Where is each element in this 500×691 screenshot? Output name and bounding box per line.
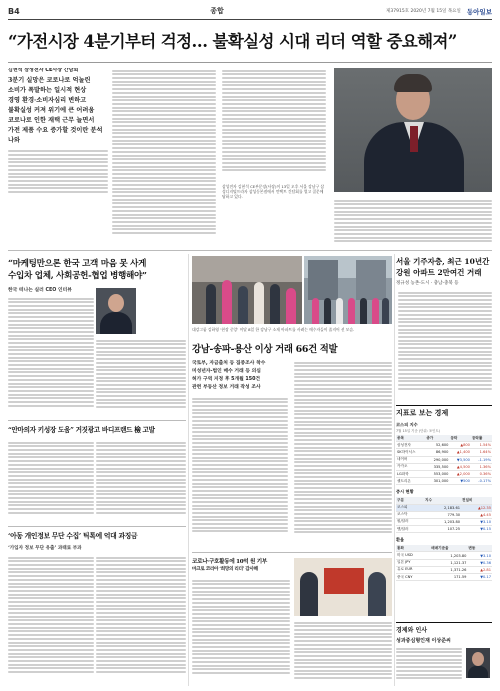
issue-meta: 제37915호 2020년 7월 15일 목요일 bbox=[386, 9, 461, 14]
table-cell: 네이버 bbox=[396, 456, 425, 463]
table-cell: 유로 EUR bbox=[396, 566, 430, 573]
ceo-photo bbox=[334, 68, 492, 192]
story5-subhead: 국토부, 자금출처 등 집중조사 착수 bbox=[192, 361, 266, 366]
table-cell: 중국 CNY bbox=[396, 574, 430, 581]
body-text-block bbox=[8, 150, 108, 193]
table-row bbox=[396, 449, 492, 456]
sidebar-title bbox=[396, 256, 492, 278]
col-header: 종가 bbox=[425, 435, 449, 442]
table-cell: 삼성전자 bbox=[396, 442, 425, 449]
story2-sub: 한국 떠나는 실러 CEO 인터뷰 bbox=[8, 288, 72, 293]
table-cell: 원/달러 bbox=[396, 518, 424, 525]
kospi-section-sub: 7월 15일 기준 (단위: 포인트) bbox=[396, 429, 441, 433]
table-row bbox=[396, 470, 492, 477]
table-row bbox=[396, 552, 492, 559]
story4-body-col-2 bbox=[96, 555, 186, 685]
story5-body-col-2 bbox=[294, 360, 392, 550]
index-table bbox=[396, 497, 492, 533]
col-header: 통화 bbox=[396, 545, 430, 552]
personnel-body bbox=[396, 646, 462, 686]
story3-body-col-2 bbox=[96, 440, 186, 520]
ceo-photo-caption: 삼성전자 김현석 CE부문장(사장)이 13일 오후 서울 강남구 삼성디지털프라자 삼성동본점에서 언택트 간담회를 열고 질문에 답하고 있다. bbox=[222, 184, 324, 199]
table-cell: ▲800 bbox=[449, 442, 471, 449]
sidebar-title-line: 서울 기주자층, 최근 10년간 bbox=[396, 257, 490, 266]
deck-line: 3분기 실망은 코로나로 억눌린 bbox=[8, 77, 91, 85]
story4-body-col-1 bbox=[8, 555, 94, 685]
table-row bbox=[396, 526, 492, 533]
table-row bbox=[396, 511, 492, 518]
interview-byline: 김현석 삼성전자 CE사장 간담회 bbox=[8, 68, 79, 73]
table-cell: 171.59 bbox=[430, 574, 467, 581]
deck-line: 가전 제품 수요 증가할 것이란 분석 나와 bbox=[8, 127, 103, 145]
section-label: 종합 bbox=[210, 7, 224, 15]
table-cell: 301,000 bbox=[425, 478, 449, 485]
story4-headline: ‘아동 개인정보 무단 수집’ 틱톡에 억대 과징금 bbox=[8, 532, 138, 540]
table-cell: 1.54% bbox=[471, 442, 492, 449]
table-cell: 카카오 bbox=[396, 463, 425, 470]
table-cell: ▲2.81 bbox=[467, 566, 492, 573]
story2-headline-line: “마케팅만으론 한국 고객 마음 못 사게 bbox=[8, 259, 147, 269]
table-cell: 553,000 bbox=[425, 470, 449, 477]
table-cell: 335,500 bbox=[425, 463, 449, 470]
table-cell: ▼0.17 bbox=[467, 574, 492, 581]
sidebar-sub: 정규성 농촌-도시 · 충남-충북 등 bbox=[396, 281, 459, 286]
table-cell: ▼3,500 bbox=[449, 456, 471, 463]
table-cell: ▲2,000 bbox=[449, 470, 471, 477]
story6-body-col-2 bbox=[294, 620, 392, 684]
col-header: 등락 bbox=[449, 435, 471, 442]
deck-line: 불확실성 커져 위기에 큰 어려움 bbox=[8, 107, 95, 115]
section-divider bbox=[8, 420, 186, 421]
col-header: 구분 bbox=[396, 497, 424, 504]
story5-subhead: 관련 부동산 정보 거래 작성 조사 bbox=[192, 385, 261, 390]
table-cell: 2,183.61 bbox=[424, 504, 461, 511]
table-cell: ▲1,400 bbox=[449, 449, 471, 456]
col-header: 매매기준율 bbox=[430, 545, 467, 552]
story5-photo-caption: 대강그룹 김하영 ‘현장 중앙’ 이달 8일 한 강남구 소재 아파트를 사려는 매수자들이 줄지어 선 모습. bbox=[192, 327, 355, 332]
table-cell: 1,371.26 bbox=[430, 566, 467, 573]
story6-headline-line: 코로나·구호활동에 10억 원 기부 bbox=[192, 559, 268, 565]
interview-body-col-1 bbox=[112, 68, 216, 244]
story2-headline-line: 수입차 업체, 사회공헌-협업 병행해야” bbox=[8, 271, 147, 281]
col-header: 지수 bbox=[424, 497, 461, 504]
table-row bbox=[396, 559, 492, 566]
table-cell: -0.17% bbox=[471, 478, 492, 485]
table-row bbox=[396, 574, 492, 581]
table-row bbox=[396, 478, 492, 485]
column-divider bbox=[188, 254, 189, 686]
story5-subhead: 허가 구역 지정 후 5개월 150건 bbox=[192, 377, 261, 382]
story6-headline bbox=[192, 558, 290, 574]
table-cell: 0.36% bbox=[471, 470, 492, 477]
table-row bbox=[396, 463, 492, 470]
table-cell: ▼0.15 bbox=[461, 526, 492, 533]
table-row bbox=[396, 566, 492, 573]
personnel-heading: 경제와 인사 bbox=[396, 622, 492, 634]
table-row bbox=[396, 442, 492, 449]
story3-body-col-1 bbox=[8, 440, 94, 520]
fx-table bbox=[396, 545, 492, 581]
main-headline: “가전시장 4분기부터 걱정… 불확실성 시대 리더 역할 중요해져” bbox=[8, 32, 457, 51]
table-cell: 미국 USD bbox=[396, 552, 430, 559]
kospi-section-title: 코스피 지수 bbox=[396, 422, 418, 427]
deck-line: 경영 환경·소비자심리 변하고 bbox=[8, 97, 87, 105]
table-cell: ▲12.35 bbox=[461, 504, 492, 511]
table-cell: 86,900 bbox=[425, 449, 449, 456]
crowd-photo bbox=[304, 256, 392, 324]
index-section-title: 증시 현황 bbox=[396, 489, 414, 495]
table-cell: ▼3.10 bbox=[467, 552, 492, 559]
market-box bbox=[396, 405, 492, 581]
story5-subheads bbox=[192, 360, 288, 392]
table-cell: 290,000 bbox=[425, 456, 449, 463]
table-cell: 코스피 bbox=[396, 504, 424, 511]
table-cell: 셀트리온 bbox=[396, 478, 425, 485]
table-cell: ▼3.10 bbox=[461, 518, 492, 525]
story2-headline bbox=[8, 258, 188, 282]
deck-line: 코로나로 인한 재택 근무 늘면서 bbox=[8, 117, 95, 125]
column-divider bbox=[394, 254, 395, 686]
table-cell: ▼0.36 bbox=[467, 559, 492, 566]
table-cell: ▲4.45 bbox=[461, 511, 492, 518]
table-cell: -1.19% bbox=[471, 456, 492, 463]
stock-table bbox=[396, 435, 492, 485]
interview-body-col-2 bbox=[222, 68, 326, 178]
table-cell: 1,203.80 bbox=[424, 518, 461, 525]
fx-section-title: 환율 bbox=[396, 537, 405, 543]
story4-sub: ‘가입자 정보 무단 유출’ 과태료 부과 bbox=[8, 546, 82, 551]
story6-sub: 마크로 코리아 ‘희망의 리더’ 감사해 bbox=[192, 567, 258, 572]
col-header: 등락률 bbox=[471, 435, 492, 442]
market-title: 지표로 보는 경제 bbox=[396, 405, 492, 418]
masthead bbox=[8, 4, 492, 18]
personnel-title: 성과중심형인재 이상준씨 bbox=[396, 638, 451, 644]
paper-logo: 동아일보 bbox=[466, 7, 492, 16]
table-cell: ▼500 bbox=[449, 478, 471, 485]
section-divider bbox=[8, 526, 186, 527]
story5-subhead: 미성년자-법인 매수 거래 등 의심 bbox=[192, 369, 261, 374]
headline-rule bbox=[8, 62, 492, 63]
personnel-box bbox=[396, 622, 492, 686]
col-header: 전일비 bbox=[461, 497, 492, 504]
table-cell: 1,203.80 bbox=[430, 552, 467, 559]
table-cell: 107.25 bbox=[424, 526, 461, 533]
table-cell: 1,121.37 bbox=[430, 559, 467, 566]
table-cell: LG화학 bbox=[396, 470, 425, 477]
table-cell: 1.36% bbox=[471, 463, 492, 470]
sidebar-body bbox=[398, 290, 492, 400]
street-photo bbox=[192, 256, 302, 324]
donation-photo bbox=[294, 558, 392, 616]
table-row bbox=[396, 456, 492, 463]
story5-headline: 강남-송파-용산 이상 거래 66건 적발 bbox=[192, 344, 338, 355]
table-row bbox=[396, 504, 492, 511]
story3-headline: “안마의자 키성장 도움” 거짓광고 바디프랜드 檢 고발 bbox=[8, 426, 155, 434]
col-header: 종목 bbox=[396, 435, 425, 442]
story5-body-col-1 bbox=[192, 396, 288, 546]
personnel-photo bbox=[466, 648, 490, 678]
table-row bbox=[396, 518, 492, 525]
deck-line: 소비가 폭발하는 일시적 현상 bbox=[8, 87, 87, 95]
table-cell: 일본 JPY bbox=[396, 559, 430, 566]
table-cell: 779.30 bbox=[424, 511, 461, 518]
sidebar-story bbox=[396, 256, 492, 286]
interview-deck-column bbox=[8, 68, 108, 244]
interview-body-col-3 bbox=[334, 198, 492, 246]
page-number: B4 bbox=[8, 6, 20, 16]
table-cell: SK하이닉스 bbox=[396, 449, 425, 456]
story2-portrait bbox=[96, 288, 136, 334]
table-cell: 52,600 bbox=[425, 442, 449, 449]
table-cell: 코스닥 bbox=[396, 511, 424, 518]
masthead-rule bbox=[8, 19, 492, 20]
story2-body-col-2 bbox=[96, 338, 186, 418]
table-cell: 1.64% bbox=[471, 449, 492, 456]
table-cell: 엔/달러 bbox=[396, 526, 424, 533]
sidebar-title-line: 강원 아파트 2만여건 거래 bbox=[396, 268, 482, 277]
table-cell: ▲4,500 bbox=[449, 463, 471, 470]
story2-body-col-1 bbox=[8, 296, 94, 416]
section-divider bbox=[8, 250, 492, 251]
section-divider bbox=[192, 552, 392, 553]
story6-body bbox=[192, 578, 290, 684]
col-header: 변동 bbox=[467, 545, 492, 552]
